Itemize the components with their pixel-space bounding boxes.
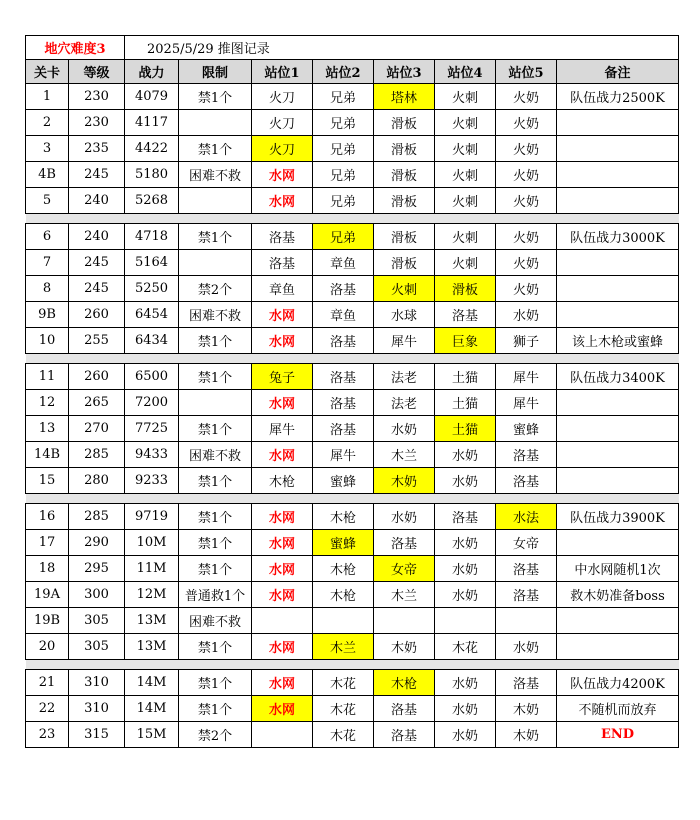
cell-站位1: 犀牛 (252, 416, 313, 442)
cell-站位2: 木花 (313, 696, 374, 722)
cell-站位3: 洛基 (374, 696, 435, 722)
cell-战力: 13M (125, 608, 179, 634)
cell-站位1: 木枪 (252, 468, 313, 494)
header-cell: 站位5 (496, 60, 557, 84)
cell-备注: 队伍战力3900K (557, 504, 679, 530)
cell-等级: 270 (69, 416, 125, 442)
cell-战力: 5164 (125, 250, 179, 276)
table-row (26, 634, 679, 660)
table-row (26, 416, 679, 442)
cell-限制: 禁1个 (179, 328, 252, 354)
cell-站位2: 蜜蜂 (313, 468, 374, 494)
cell-站位2: 洛基 (313, 328, 374, 354)
cell-站位2: 章鱼 (313, 302, 374, 328)
table-row (26, 582, 679, 608)
table-row (26, 442, 679, 468)
header-cell: 限制 (179, 60, 252, 84)
cell-关卡: 15 (26, 468, 69, 494)
cell-站位5: 火奶 (496, 136, 557, 162)
cell-站位2: 兄弟 (313, 188, 374, 214)
title-row (26, 36, 679, 60)
cell-战力: 4079 (125, 84, 179, 110)
cell-战力: 7725 (125, 416, 179, 442)
cell-备注 (557, 250, 679, 276)
cell-等级: 305 (69, 634, 125, 660)
cell-关卡: 12 (26, 390, 69, 416)
cell-站位3: 滑板 (374, 188, 435, 214)
cell-关卡: 22 (26, 696, 69, 722)
cell-战力: 9433 (125, 442, 179, 468)
cell-备注 (557, 276, 679, 302)
cell-站位5 (496, 608, 557, 634)
cell-站位4: 水奶 (435, 696, 496, 722)
cell-站位1: 洛基 (252, 250, 313, 276)
cell-站位4: 水奶 (435, 722, 496, 748)
cell-备注 (557, 416, 679, 442)
cell-关卡: 19A (26, 582, 69, 608)
cell-站位3: 洛基 (374, 530, 435, 556)
cell-站位4: 水奶 (435, 670, 496, 696)
cell-等级: 260 (69, 302, 125, 328)
cell-站位1: 水网 (252, 670, 313, 696)
cell-限制: 困难不救 (179, 608, 252, 634)
cell-限制: 禁1个 (179, 530, 252, 556)
cell-战力: 9233 (125, 468, 179, 494)
cell-站位4 (435, 608, 496, 634)
cell-关卡: 21 (26, 670, 69, 696)
cell-限制: 禁1个 (179, 416, 252, 442)
cell-战力: 6500 (125, 364, 179, 390)
cell-关卡: 11 (26, 364, 69, 390)
cell-站位3 (374, 608, 435, 634)
cell-站位5: 火奶 (496, 276, 557, 302)
cell-等级: 260 (69, 364, 125, 390)
cell-等级: 245 (69, 276, 125, 302)
cell-限制: 禁1个 (179, 556, 252, 582)
cell-等级: 310 (69, 696, 125, 722)
cell-站位4: 火刺 (435, 110, 496, 136)
progress-table (25, 35, 679, 748)
table-row (26, 364, 679, 390)
cell-限制: 禁1个 (179, 136, 252, 162)
cell-备注: 队伍战力3000K (557, 224, 679, 250)
cell-站位5: 洛基 (496, 468, 557, 494)
cell-备注 (557, 110, 679, 136)
cell-等级: 255 (69, 328, 125, 354)
cell-站位1: 水网 (252, 634, 313, 660)
table-row (26, 328, 679, 354)
cell-站位2: 木花 (313, 670, 374, 696)
cell-站位3: 木兰 (374, 582, 435, 608)
cell-关卡: 1 (26, 84, 69, 110)
cell-站位1: 水网 (252, 162, 313, 188)
cell-站位3: 木奶 (374, 468, 435, 494)
cell-备注: 队伍战力2500K (557, 84, 679, 110)
cell-限制: 禁1个 (179, 364, 252, 390)
cell-站位1: 兔子 (252, 364, 313, 390)
cell-站位4: 水奶 (435, 442, 496, 468)
cell-等级: 290 (69, 530, 125, 556)
header-cell: 战力 (125, 60, 179, 84)
cell-站位3: 火刺 (374, 276, 435, 302)
header-cell: 关卡 (26, 60, 69, 84)
cell-站位3: 水奶 (374, 416, 435, 442)
cell-站位2: 洛基 (313, 276, 374, 302)
cell-备注 (557, 530, 679, 556)
cell-站位3: 洛基 (374, 722, 435, 748)
cell-限制: 禁1个 (179, 224, 252, 250)
table-row (26, 468, 679, 494)
cell-站位4: 火刺 (435, 136, 496, 162)
cell-关卡: 6 (26, 224, 69, 250)
cell-站位1: 水网 (252, 696, 313, 722)
cell-站位5: 蜜蜂 (496, 416, 557, 442)
cell-站位5: 洛基 (496, 442, 557, 468)
header-cell: 站位4 (435, 60, 496, 84)
cell-站位2: 木枪 (313, 556, 374, 582)
cell-站位4: 水奶 (435, 468, 496, 494)
cell-等级: 230 (69, 84, 125, 110)
cell-备注: 队伍战力4200K (557, 670, 679, 696)
cell-站位5: 火奶 (496, 110, 557, 136)
table-row (26, 224, 679, 250)
group-separator (26, 354, 679, 364)
group-separator (26, 660, 679, 670)
cell-备注 (557, 188, 679, 214)
cell-战力: 6434 (125, 328, 179, 354)
cell-站位1: 水网 (252, 556, 313, 582)
cell-站位3: 滑板 (374, 250, 435, 276)
cell-关卡: 16 (26, 504, 69, 530)
cell-站位1: 水网 (252, 188, 313, 214)
cell-站位5: 木奶 (496, 722, 557, 748)
cell-站位1: 水网 (252, 582, 313, 608)
cell-站位5: 女帝 (496, 530, 557, 556)
cell-战力: 4117 (125, 110, 179, 136)
cell-等级: 310 (69, 670, 125, 696)
cell-站位5: 水奶 (496, 634, 557, 660)
cell-战力: 5268 (125, 188, 179, 214)
header-cell: 站位2 (313, 60, 374, 84)
cell-等级: 240 (69, 224, 125, 250)
cell-等级: 240 (69, 188, 125, 214)
cell-站位2: 兄弟 (313, 84, 374, 110)
cell-战力: 4422 (125, 136, 179, 162)
cell-备注: 队伍战力3400K (557, 364, 679, 390)
cell-限制 (179, 250, 252, 276)
cell-限制: 禁1个 (179, 696, 252, 722)
cell-备注 (557, 442, 679, 468)
cell-备注 (557, 468, 679, 494)
cell-限制 (179, 390, 252, 416)
cell-站位1: 水网 (252, 530, 313, 556)
separator-cell (26, 660, 679, 670)
cell-站位3: 法老 (374, 364, 435, 390)
table-row (26, 162, 679, 188)
cell-站位4: 水奶 (435, 530, 496, 556)
cell-战力: 4718 (125, 224, 179, 250)
table-row (26, 530, 679, 556)
cell-站位2: 兄弟 (313, 162, 374, 188)
cell-备注 (557, 390, 679, 416)
table-row (26, 390, 679, 416)
cell-站位2: 犀牛 (313, 442, 374, 468)
separator-cell (26, 214, 679, 224)
cell-站位2: 兄弟 (313, 224, 374, 250)
cell-等级: 245 (69, 250, 125, 276)
header-cell: 备注 (557, 60, 679, 84)
cell-等级: 295 (69, 556, 125, 582)
cell-等级: 305 (69, 608, 125, 634)
table-row (26, 504, 679, 530)
cell-站位3: 木枪 (374, 670, 435, 696)
table-row (26, 556, 679, 582)
cell-关卡: 23 (26, 722, 69, 748)
cell-限制 (179, 110, 252, 136)
cell-站位4: 火刺 (435, 188, 496, 214)
cell-战力: 11M (125, 556, 179, 582)
cell-关卡: 18 (26, 556, 69, 582)
cell-关卡: 3 (26, 136, 69, 162)
cell-站位5: 水法 (496, 504, 557, 530)
cell-站位2: 蜜蜂 (313, 530, 374, 556)
cell-站位3: 滑板 (374, 136, 435, 162)
cell-站位2: 兄弟 (313, 136, 374, 162)
table-row (26, 722, 679, 748)
cell-站位1: 水网 (252, 390, 313, 416)
cell-等级: 300 (69, 582, 125, 608)
cell-关卡: 17 (26, 530, 69, 556)
cell-站位2: 木枪 (313, 504, 374, 530)
cell-站位5: 火奶 (496, 84, 557, 110)
cell-站位4: 木花 (435, 634, 496, 660)
cell-限制: 禁1个 (179, 670, 252, 696)
cell-站位5: 火奶 (496, 188, 557, 214)
cell-战力: 12M (125, 582, 179, 608)
cell-站位5: 狮子 (496, 328, 557, 354)
cell-站位5: 水奶 (496, 302, 557, 328)
cell-站位3: 木奶 (374, 634, 435, 660)
cell-限制: 困难不救 (179, 442, 252, 468)
cell-站位4: 火刺 (435, 84, 496, 110)
cell-等级: 280 (69, 468, 125, 494)
cell-站位4: 火刺 (435, 162, 496, 188)
cell-备注 (557, 608, 679, 634)
cell-站位4: 水奶 (435, 556, 496, 582)
table-row (26, 250, 679, 276)
cell-备注: 该上木枪或蜜蜂 (557, 328, 679, 354)
cell-备注 (557, 136, 679, 162)
cell-站位5: 火奶 (496, 250, 557, 276)
cell-站位3: 滑板 (374, 110, 435, 136)
cell-关卡: 20 (26, 634, 69, 660)
cell-备注 (557, 634, 679, 660)
cell-战力: 5250 (125, 276, 179, 302)
cell-等级: 315 (69, 722, 125, 748)
table-row (26, 276, 679, 302)
separator-cell (26, 354, 679, 364)
cell-备注: END (557, 722, 679, 748)
cell-站位2: 章鱼 (313, 250, 374, 276)
cell-站位5: 洛基 (496, 582, 557, 608)
cell-站位1 (252, 608, 313, 634)
cell-关卡: 10 (26, 328, 69, 354)
cell-站位4: 巨象 (435, 328, 496, 354)
cell-战力: 14M (125, 670, 179, 696)
group-separator (26, 214, 679, 224)
cell-备注 (557, 162, 679, 188)
cell-站位5: 洛基 (496, 556, 557, 582)
cell-站位4: 水奶 (435, 582, 496, 608)
cell-站位2: 洛基 (313, 390, 374, 416)
cell-站位2 (313, 608, 374, 634)
cell-关卡: 19B (26, 608, 69, 634)
cell-站位4: 洛基 (435, 302, 496, 328)
cell-站位1: 火刀 (252, 110, 313, 136)
table-row (26, 188, 679, 214)
cell-站位4: 土猫 (435, 390, 496, 416)
cell-限制: 禁1个 (179, 504, 252, 530)
group-separator (26, 494, 679, 504)
cell-站位1: 洛基 (252, 224, 313, 250)
cell-站位2: 木花 (313, 722, 374, 748)
cell-站位1: 水网 (252, 504, 313, 530)
cell-站位4: 火刺 (435, 250, 496, 276)
cell-限制: 禁1个 (179, 634, 252, 660)
cell-限制: 困难不救 (179, 162, 252, 188)
cell-站位5: 犀牛 (496, 390, 557, 416)
cell-限制: 普通救1个 (179, 582, 252, 608)
cell-站位1: 火刀 (252, 136, 313, 162)
cell-等级: 285 (69, 504, 125, 530)
cell-站位1: 章鱼 (252, 276, 313, 302)
header-row (26, 60, 679, 84)
cell-站位3: 滑板 (374, 224, 435, 250)
cell-限制: 禁1个 (179, 468, 252, 494)
cell-站位4: 土猫 (435, 364, 496, 390)
cell-站位3: 犀牛 (374, 328, 435, 354)
cell-备注: 中水网随机1次 (557, 556, 679, 582)
table-row (26, 110, 679, 136)
cell-站位5: 火奶 (496, 224, 557, 250)
cell-站位4: 火刺 (435, 224, 496, 250)
cell-站位5: 犀牛 (496, 364, 557, 390)
cell-站位2: 洛基 (313, 416, 374, 442)
cell-限制: 禁2个 (179, 722, 252, 748)
cell-站位2: 兄弟 (313, 110, 374, 136)
cell-站位4: 洛基 (435, 504, 496, 530)
table-title: 地穴难度3 (26, 36, 125, 60)
table-row (26, 670, 679, 696)
cell-等级: 285 (69, 442, 125, 468)
cell-站位2: 木枪 (313, 582, 374, 608)
cell-关卡: 14B (26, 442, 69, 468)
cell-关卡: 9B (26, 302, 69, 328)
cell-关卡: 7 (26, 250, 69, 276)
cell-站位1: 水网 (252, 442, 313, 468)
cell-战力: 13M (125, 634, 179, 660)
table-row (26, 136, 679, 162)
cell-等级: 265 (69, 390, 125, 416)
cell-站位4: 土猫 (435, 416, 496, 442)
cell-站位1: 水网 (252, 328, 313, 354)
cell-限制: 困难不救 (179, 302, 252, 328)
separator-cell (26, 494, 679, 504)
cell-关卡: 5 (26, 188, 69, 214)
table-row (26, 696, 679, 722)
cell-战力: 9719 (125, 504, 179, 530)
cell-站位2: 洛基 (313, 364, 374, 390)
cell-限制: 禁2个 (179, 276, 252, 302)
cell-战力: 6454 (125, 302, 179, 328)
cell-限制 (179, 188, 252, 214)
cell-站位5: 火奶 (496, 162, 557, 188)
cell-关卡: 13 (26, 416, 69, 442)
cell-站位1: 水网 (252, 302, 313, 328)
record-date: 2025/5/29 推图记录 (125, 36, 679, 60)
cell-站位3: 法老 (374, 390, 435, 416)
cell-战力: 7200 (125, 390, 179, 416)
cell-等级: 230 (69, 110, 125, 136)
cell-站位3: 木兰 (374, 442, 435, 468)
table-row (26, 84, 679, 110)
cell-站位1 (252, 722, 313, 748)
cell-关卡: 4B (26, 162, 69, 188)
cell-站位2: 木兰 (313, 634, 374, 660)
table-row (26, 302, 679, 328)
cell-站位5: 洛基 (496, 670, 557, 696)
header-cell: 站位3 (374, 60, 435, 84)
cell-站位3: 塔林 (374, 84, 435, 110)
header-cell: 站位1 (252, 60, 313, 84)
header-cell: 等级 (69, 60, 125, 84)
cell-等级: 235 (69, 136, 125, 162)
cell-站位5: 木奶 (496, 696, 557, 722)
cell-等级: 245 (69, 162, 125, 188)
cell-战力: 14M (125, 696, 179, 722)
cell-站位3: 滑板 (374, 162, 435, 188)
cell-关卡: 8 (26, 276, 69, 302)
cell-关卡: 2 (26, 110, 69, 136)
table-row (26, 608, 679, 634)
cell-站位3: 水奶 (374, 504, 435, 530)
cell-站位3: 女帝 (374, 556, 435, 582)
cell-站位4: 滑板 (435, 276, 496, 302)
cell-战力: 15M (125, 722, 179, 748)
cell-备注 (557, 302, 679, 328)
cell-备注: 不随机而放弃 (557, 696, 679, 722)
cell-限制: 禁1个 (179, 84, 252, 110)
cell-站位1: 火刀 (252, 84, 313, 110)
cell-备注: 救木奶准备boss (557, 582, 679, 608)
cell-站位3: 水球 (374, 302, 435, 328)
cell-战力: 10M (125, 530, 179, 556)
cell-战力: 5180 (125, 162, 179, 188)
